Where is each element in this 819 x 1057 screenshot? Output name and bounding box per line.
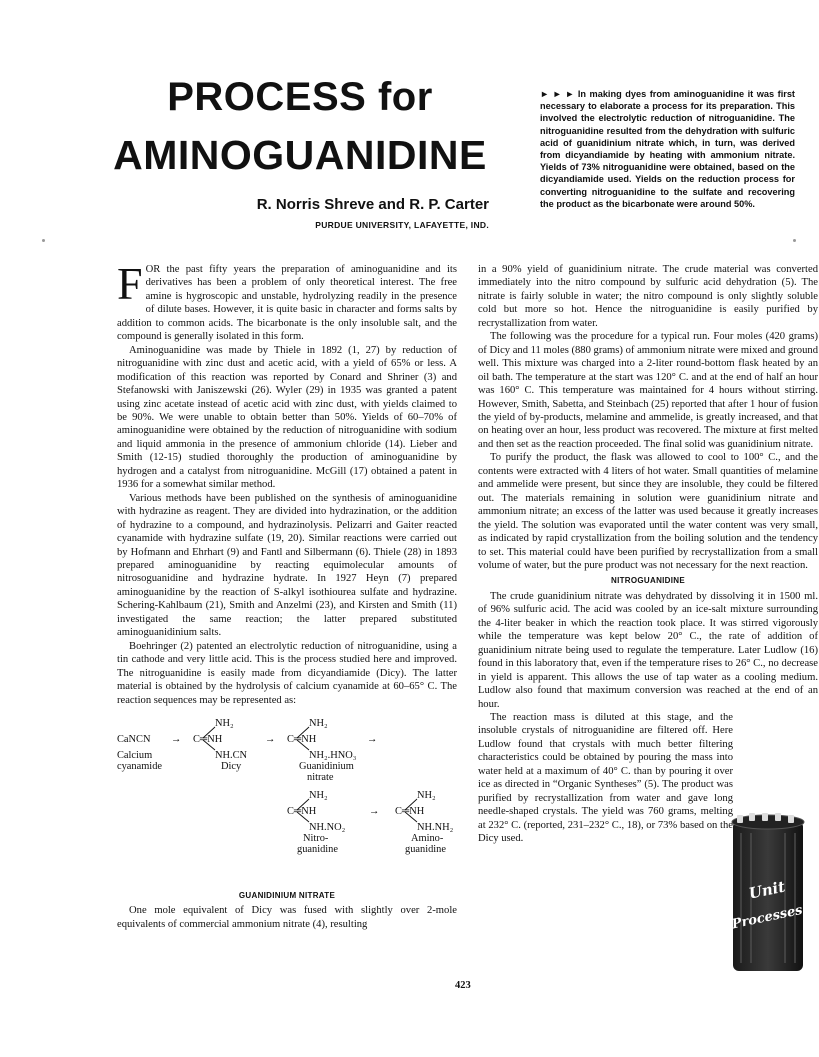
margin-dot xyxy=(42,239,45,242)
label-nitroguanidine: guanidine xyxy=(297,843,338,855)
paragraph: Various methods have been published on the synthesis of aminoguanidine with hydrazine as reagent. They are divided into hydrazination, or the addition of hydrazine to a compound, and hydrazinolysis. Pelizarri and Gaiter reacted cyanamide with hydrazine sulfate (19, 20). Similar reactions were carried out by Hofmann and Ehrhart (9) and Fantl and Silbermann (6). Thiele (28) in 1893 prepared aminoguanidine by reacting equimolecular amounts of nitrosoguanidine and hydrazine hydrate. In 1927 Heyn (7) prepared aminoguanidine by the reaction of S-alkyl isothiourea sulfate and hydrazine. Schering-Kahlbaum (21), Smith and Anzelmi (23), and Kirsten and Smith (11) investigated the same reaction; the latter prepared substituted aminoguanidinium salts. xyxy=(117,492,457,639)
abstract: ► ► ► In making dyes from aminoguanidine it was first necessary to elaborate a process for its preparation. This involved the electrolytic reduction of nitroguanidine. The nitroguanidine resulted from the dehydration with sulfuric acid of guanidinium nitrate which, in turn, was derived from dicyandiamide by heating with ammonium nitrate. Yields of 73% nitroguanidine were obtained, based on the dicyandiamide used. Yields on the reduction process for converting nitroguanidine to the sulfate and recovering the product as the bicarbonate were around 50%. xyxy=(540,89,795,209)
reaction-arrow: → xyxy=(369,805,380,817)
paragraph: Aminoguanidine was made by Thiele in 1892 (1, 27) by reduction of nitroguanidine with zinc dust and acetic acid, with a yield of 65% or less. A modification of this reaction was reported by Conard and Shriner (3) and Stefanowski with Janiszewski (26). Wyler (29) in 1935 was granted a patent using zinc acetate instead of acetic acid with zinc dust, with yields claimed to be 90%. We were unable to obtain better than 50%. Yields of 60–70% of aminoguanidine were obtained by the reduction of nitroguanidine with sodium and liquid ammonia in the presence of ammonium chloride (14). Lieber and Smith (12-15) studied thoroughly the production of aminoguanidine by hydrogen and a catalyst from nitroguanidine. McGill (17) obtained a patent in 1936 for a somewhat similar method. xyxy=(117,344,457,491)
nitroguanidine-group-top: NH₂ xyxy=(309,789,328,801)
dicy-core: C═NH xyxy=(193,733,223,745)
aminoguanidine-group-top: NH₂ xyxy=(417,789,436,801)
affiliation: PURDUE UNIVERSITY, LAFAYETTE, IND. xyxy=(315,220,489,230)
left-column xyxy=(117,258,457,931)
authors: R. Norris Shreve and R. P. Carter xyxy=(256,196,489,213)
guanidinium-group-top: NH₂ xyxy=(309,717,328,729)
paragraph: The following was the procedure for a typical run. Four moles (420 grams) of Dicy and 11 moles (880 grams) of ammonium nitrate were mixed and ground well. This mixture was charged into a 2-liter round-bottom flask heated by an oil bath. The temperature at the start was 120° C. and at the end of half an hour was 160° C. This temperature was maintained for 4 hours without stirring. However, Smith, Sabetta, and Steinbach (25) reported that after 1 hour of fusion the yield of by-products, melamine and ammelide, is greatly increased, and that on heating over an hour, less product was recovered. The mixture at first melted and then set as the reaction proceeded. The final solid was guanidinium nitrate. xyxy=(478,331,818,450)
label-nitrate: nitrate xyxy=(307,771,334,783)
reaction-arrow: → xyxy=(265,733,276,745)
reaction-arrow: → xyxy=(367,733,378,745)
reaction-scheme xyxy=(117,715,457,887)
svg-text:Processes: Processes xyxy=(730,902,804,933)
paragraph: in a 90% yield of guanidinium nitrate. The crude material was converted immediately into the nitro compound by sulfuric acid dehydration (5). The nitrate is fairly soluble in water; the nitro compound is only slightly soluble cold but more so hot. Hence the nitroguanidine is easily purified by recrystallization from water. xyxy=(478,264,818,329)
paragraph: One mole equivalent of Dicy was fused with slightly over 2-mole equivalents of commercial ammonium nitrate (4), resulting xyxy=(117,905,457,930)
guanidinium-core: C═NH xyxy=(287,733,317,745)
nitroguanidine-core: C═NH xyxy=(287,805,317,817)
paragraph: The crude guanidinium nitrate was dehydrated by dissolving it in 1500 ml. of 96% sulfuric acid. The acid was cooled by an ice-salt mixture surrounding the 4-liter beaker in which the reaction took place. It was stirred vigorously while the temperature was kept below 20° C., the rate of addition of guanidinium nitrate being used to regulate the temperature. Later Ludlow (16) found in this laboratory that, even if the temperature rises to 26° C., no decrease in yield is apparent. This allows the use of tap water as a cooling medium. Ludlow also found that maximum conversion was reached at the end of an hour. xyxy=(478,590,818,710)
margin-dot xyxy=(793,239,796,242)
label-amino: Amino- xyxy=(411,832,444,844)
title-block xyxy=(100,72,500,188)
reaction-arrow: → xyxy=(171,733,182,745)
label-cyanamide: cyanamide xyxy=(117,760,163,772)
paragraph: To purify the product, the flask was allowed to cool to 100° C., and the contents were extracted with 4 liters of hot water. Small quantities of melamine and ammelide were present, but since they are insoluble, they could be filtered out. The materials remaining in solution were guanidinium nitrate and ammonium nitrate; an excess of the latter was used because it greatly increases the yield. The solution was evaporated until the water content was very small, as indicated by rapid crystallization from the boiling solution and the tendency to set. This material could have been purified by recrystallization from a small volume of water, but the pure product was not necessary for the next reaction. xyxy=(478,452,818,571)
section-heading: NITROGUANIDINE xyxy=(611,576,685,586)
label-aminoguanidine: guanidine xyxy=(405,843,446,855)
paragraph: Boehringer (2) patented an electrolytic reduction of nitroguanidine, using a tin cathode and very little acid. This is the process studied here and improved. The nitroguanidine is easily made from dicyandiamide (Dicy). The latter material is obtained by the hydrolysis of calcium cyanamide at 60–65° C. The reaction sequences may be represented as: xyxy=(117,640,457,706)
aminoguanidine-group-bottom: NH.NH₂ xyxy=(417,821,454,833)
page-number: 423 xyxy=(455,980,471,991)
unit-processes-logo xyxy=(727,813,809,976)
label-dicy: Dicy xyxy=(221,760,242,772)
svg-text:Unit: Unit xyxy=(747,877,787,903)
paragraph-intro-text: OR the past fifty years the preparation of aminoguanidine and its derivatives has been a problem of only theoretical interest. The free amine is hygroscopic and unstable, hydrolyzing readily in the presence of dilute bases. However, it is quite basic in character and forms salts by addition to common acids. The bicarbonate is the only insoluble salt, and the compound is generally isolated in this form. xyxy=(117,264,457,343)
right-column xyxy=(478,263,818,845)
dicy-group-top: NH₂ xyxy=(215,717,234,729)
aminoguanidine-core: C═NH xyxy=(395,805,425,817)
dicy-group-bottom: NH.CN xyxy=(215,749,248,761)
paragraph: The reaction mass is diluted at this stage, and the insoluble crystals of nitroguanidine are filtered off. Here Ludlow found that crystals with much better filtering characteristics could be obtained by pouring the mass into water held at a maximum of 40° C. than by pouring it over ice as directed in “Organic Syntheses” (5). The product was purified by recrystallization from water and gave long needle-shaped crystals. The yield was 760 grams, melting at 232° C. (reported, 231–232° C., 18), or 73% based on the Dicy used. xyxy=(478,711,733,845)
label-guanidinium: Guanidinium xyxy=(299,760,354,772)
paragraph-intro xyxy=(117,258,457,344)
label-calcium: Calcium xyxy=(117,749,153,761)
guanidinium-group-bottom: NH₂.HNO₃ xyxy=(309,749,357,761)
nitroguanidine-group-bottom: NH.NO₂ xyxy=(309,821,346,833)
drop-cap: F xyxy=(117,258,143,309)
article-title-line1: PROCESS for xyxy=(167,75,433,119)
section-heading: GUANIDINIUM NITRATE xyxy=(238,890,336,900)
article-title-line2: AMINOGUANIDINE xyxy=(113,132,487,178)
calcium-cyanamide-formula: CaNCN xyxy=(117,733,151,745)
label-nitro: Nitro- xyxy=(303,832,329,844)
